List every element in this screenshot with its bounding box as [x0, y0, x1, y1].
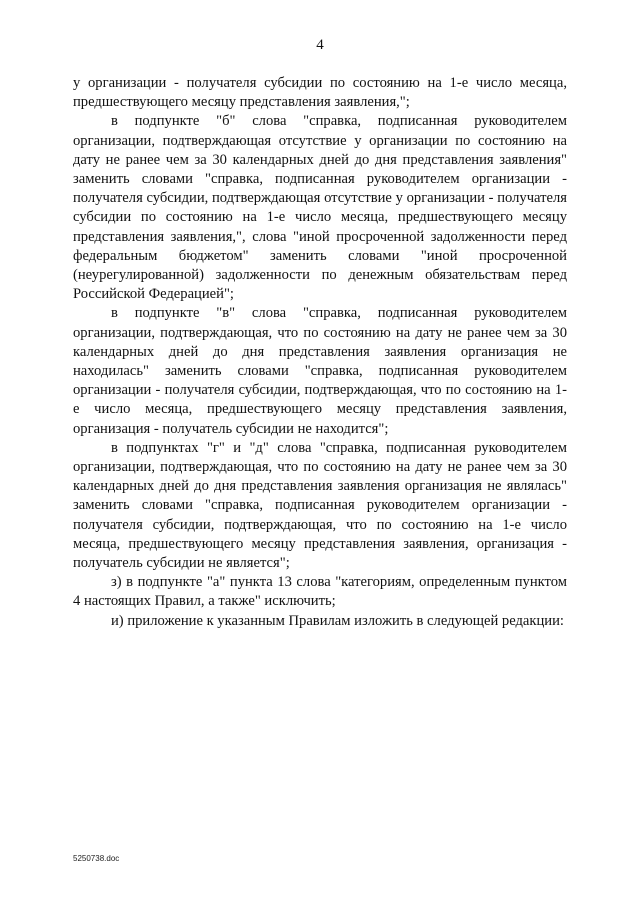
document-file-name: 5250738.doc [73, 854, 120, 863]
paragraph-item-z: з) в подпункте "а" пункта 13 слова "категориям, определенным пунктом 4 настоящих Правил, а также" исключить; [73, 574, 567, 610]
page-number: 4 [316, 37, 324, 53]
paragraph-subpoint-b: в подпункте "б" слова "справка, подписанная руководителем организации, подтверждающая отсутствие у организации по состоянию на дату не ранее чем за 30 календарных дней до дня представления заявления" заменить словами "справка, подписанная руководителем организации - получателя субсидии, подтверждающая отсутствие у организации - получателя субсидии по состоянию на 1-е число месяца, предшествующего месяцу представления заявления,", слова "иной просроченной задолженности перед федеральным бюджетом" заменить словами "иной просроченной (неурегулированной) задолженности по денежным обязательствам перед Российской Федерацией"; [73, 113, 567, 303]
paragraph-subpoints-g-d: в подпунктах "г" и "д" слова "справка, подписанная руководителем организации, подтверждающая, что по состоянию на дату не ранее чем за 30 календарных дней до дня представления заявления организация не являлась" заменить словами "справка, подписанная руководителем организации - получателя субсидии, подтверждающая, что по состоянию на 1-е число месяца, предшествующего месяцу представления заявления, организация - получатель субсидии не является"; [73, 439, 567, 572]
paragraph-continuation: у организации - получателя субсидии по состоянию на 1-е число месяца, предшествующего месяцу представления заявления,"; [73, 75, 567, 111]
paragraph-item-i: и) приложение к указанным Правилам изложить в следующей редакции: [111, 612, 564, 629]
paragraph-subpoint-v: в подпункте "в" слова "справка, подписанная руководителем организации, подтверждающая, что по состоянию на дату не ранее чем за 30 календарных дней до дня представления заявления организация не находилась" заменить словами "справка, подписанная руководителем организации - получателя субсидии, подтверждающая, что по состоянию на 1-е число месяца, предшествующего месяцу представления заявления, организация - получатель субсидии не находится"; [73, 305, 567, 437]
document-body [73, 74, 567, 631]
